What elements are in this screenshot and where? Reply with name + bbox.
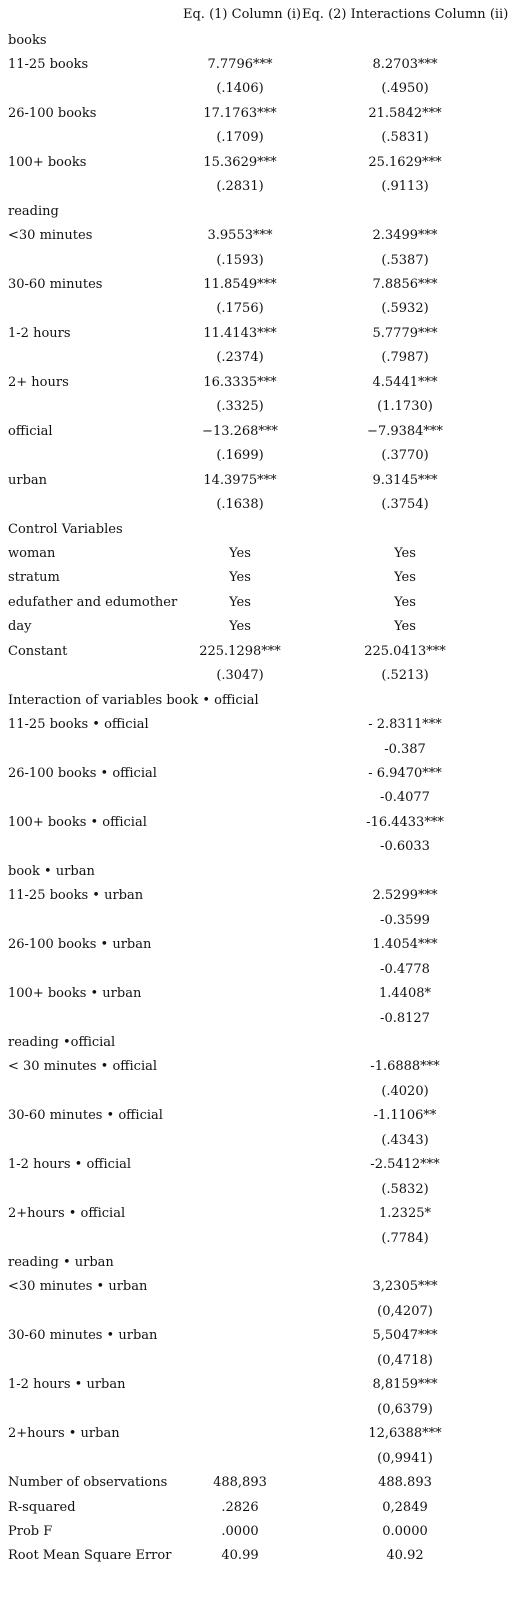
row-label: Prob F bbox=[8, 1523, 53, 1539]
row-label: book • urban bbox=[8, 863, 95, 879]
row-label: 1-2 hours • urban bbox=[8, 1377, 126, 1393]
row-label: 30-60 minutes bbox=[8, 277, 103, 292]
row-label: 30-60 minutes • urban bbox=[8, 1328, 158, 1344]
table-row bbox=[0, 395, 523, 420]
value-eq2: 9.3145*** bbox=[372, 472, 438, 488]
table-row bbox=[0, 102, 523, 127]
table-row bbox=[0, 884, 523, 909]
table-row bbox=[0, 762, 523, 787]
table-row bbox=[0, 224, 523, 249]
table-row bbox=[0, 591, 523, 616]
value-eq1: (.1593) bbox=[216, 252, 264, 268]
table-row bbox=[0, 1055, 523, 1080]
value-eq2: (.4020) bbox=[381, 1083, 429, 1099]
value-eq1: (.1756) bbox=[216, 301, 264, 317]
value-eq2: 40.92 bbox=[386, 1548, 424, 1564]
value-eq2: 1.2325* bbox=[379, 1206, 431, 1222]
value-eq1: Yes bbox=[229, 619, 251, 635]
table-row bbox=[0, 1324, 523, 1349]
row-label: R-squared bbox=[8, 1499, 76, 1515]
table-row bbox=[0, 1129, 523, 1154]
table-row bbox=[0, 420, 523, 445]
row-label: 26-100 books bbox=[8, 105, 97, 121]
table-row bbox=[0, 77, 523, 102]
table-row bbox=[0, 1398, 523, 1423]
table-row bbox=[0, 738, 523, 763]
value-eq2: -0.6033 bbox=[380, 839, 430, 855]
row-label: Root Mean Square Error bbox=[8, 1548, 172, 1564]
value-eq2: -1.1106** bbox=[373, 1108, 437, 1124]
value-eq2: (.5832) bbox=[381, 1181, 429, 1197]
row-label: 11-25 books bbox=[8, 56, 89, 72]
row-label: reading •official bbox=[8, 1034, 116, 1050]
value-eq2: (.5932) bbox=[381, 301, 429, 317]
table-row bbox=[0, 1080, 523, 1105]
value-eq2: (0,9941) bbox=[377, 1450, 433, 1466]
table-row bbox=[0, 1544, 523, 1569]
value-eq2: −7.9384*** bbox=[367, 423, 443, 439]
row-label: 1-2 hours • official bbox=[8, 1157, 132, 1173]
row-label: Interaction of variables book • official bbox=[8, 692, 259, 708]
value-eq2: - 2.8311*** bbox=[368, 717, 442, 733]
row-label: 2+ hours bbox=[8, 374, 69, 390]
value-eq2: -0.387 bbox=[384, 741, 426, 757]
table-row bbox=[0, 1496, 523, 1521]
value-eq1: Yes bbox=[229, 594, 251, 610]
row-label: day bbox=[8, 619, 32, 635]
table-row bbox=[0, 1031, 523, 1056]
table-row bbox=[0, 297, 523, 322]
value-eq2: (.3754) bbox=[381, 497, 429, 513]
table-row bbox=[0, 444, 523, 469]
value-eq2: (.5831) bbox=[381, 130, 429, 146]
table-row bbox=[0, 664, 523, 689]
value-eq2: 488.893 bbox=[378, 1475, 432, 1491]
row-label: reading bbox=[8, 203, 59, 219]
value-eq2: (.4950) bbox=[381, 81, 429, 97]
row-label: Number of observations bbox=[8, 1475, 168, 1491]
value-eq2: (.4343) bbox=[381, 1132, 429, 1148]
table-row bbox=[0, 151, 523, 176]
table-row bbox=[0, 1178, 523, 1203]
value-eq2: 2.5299*** bbox=[372, 888, 438, 904]
value-eq2: Yes bbox=[394, 545, 416, 561]
value-eq1: .0000 bbox=[221, 1523, 259, 1539]
table-row bbox=[0, 1227, 523, 1252]
value-eq2: (.5387) bbox=[381, 252, 429, 268]
table-row bbox=[0, 1275, 523, 1300]
row-label: 30-60 minutes • official bbox=[8, 1108, 163, 1124]
row-label: < 30 minutes • official bbox=[8, 1059, 158, 1075]
row-label: 2+hours • urban bbox=[8, 1426, 120, 1442]
table-header bbox=[0, 3, 523, 28]
value-eq2: -2.5412*** bbox=[370, 1157, 440, 1173]
table-row bbox=[0, 1007, 523, 1032]
row-label: stratum bbox=[8, 570, 60, 586]
table-row bbox=[0, 273, 523, 298]
row-label: 11-25 books • urban bbox=[8, 888, 144, 904]
row-label: reading • urban bbox=[8, 1255, 114, 1270]
value-eq1: (.2374) bbox=[216, 350, 264, 366]
table-row bbox=[0, 811, 523, 836]
value-eq2: Yes bbox=[394, 594, 416, 610]
value-eq2: 1.4054*** bbox=[372, 937, 438, 953]
value-eq2: (0,4207) bbox=[377, 1303, 433, 1319]
value-eq1: 14.3975*** bbox=[203, 472, 277, 488]
value-eq1: 40.99 bbox=[221, 1548, 259, 1564]
value-eq2: (.5213) bbox=[381, 668, 429, 684]
value-eq1: Yes bbox=[229, 570, 251, 586]
table-row bbox=[0, 371, 523, 396]
value-eq2: 8.2703*** bbox=[372, 56, 438, 72]
table-row bbox=[0, 1202, 523, 1227]
row-label: 100+ books • urban bbox=[8, 986, 142, 1002]
row-label: 26-100 books • urban bbox=[8, 937, 152, 953]
table-row bbox=[0, 1447, 523, 1472]
value-eq2: -1.6888*** bbox=[370, 1059, 440, 1075]
value-eq1: (.1406) bbox=[216, 81, 264, 97]
table-row bbox=[0, 958, 523, 983]
row-label: urban bbox=[8, 472, 48, 488]
row-label: <30 minutes bbox=[8, 228, 93, 244]
table-row bbox=[0, 346, 523, 371]
row-label: woman bbox=[8, 545, 56, 561]
value-eq1: 11.8549*** bbox=[203, 277, 277, 292]
value-eq1: Yes bbox=[229, 545, 251, 561]
table-row bbox=[0, 835, 523, 860]
table-row bbox=[0, 469, 523, 494]
value-eq2: (0,4718) bbox=[377, 1352, 433, 1368]
table-row bbox=[0, 1300, 523, 1325]
value-eq2: 8,8159*** bbox=[372, 1377, 438, 1393]
table-row bbox=[0, 982, 523, 1007]
value-eq1: 225.1298*** bbox=[199, 643, 281, 659]
table-row bbox=[0, 713, 523, 738]
value-eq2: 5.7779*** bbox=[372, 325, 438, 341]
row-label: 2+hours • official bbox=[8, 1206, 126, 1222]
value-eq1: (.1699) bbox=[216, 448, 264, 464]
value-eq1: (.1709) bbox=[216, 130, 264, 146]
value-eq2: -0.8127 bbox=[380, 1010, 430, 1026]
table-row bbox=[0, 1349, 523, 1374]
value-eq1: (.1638) bbox=[216, 497, 264, 513]
table-row bbox=[0, 249, 523, 274]
row-label: <30 minutes • urban bbox=[8, 1279, 148, 1295]
value-eq1: (.3325) bbox=[216, 399, 264, 415]
table-row bbox=[0, 786, 523, 811]
value-eq2: - 6.9470*** bbox=[368, 766, 442, 781]
value-eq2: 0.0000 bbox=[382, 1523, 428, 1539]
table-row bbox=[0, 640, 523, 665]
value-eq2: 2.3499*** bbox=[372, 228, 438, 244]
value-eq2: 7.8856*** bbox=[372, 277, 438, 292]
value-eq2: (.7987) bbox=[381, 350, 429, 366]
table-row bbox=[0, 1471, 523, 1496]
row-label: edufather and edumother bbox=[8, 594, 178, 610]
table-row bbox=[0, 29, 523, 54]
table-row bbox=[0, 933, 523, 958]
row-label: Constant bbox=[8, 643, 68, 659]
value-eq2: (0,6379) bbox=[377, 1401, 433, 1417]
table-row bbox=[0, 200, 523, 225]
row-label: 26-100 books • official bbox=[8, 766, 157, 781]
table-row bbox=[0, 175, 523, 200]
value-eq2: Yes bbox=[394, 619, 416, 635]
table-row bbox=[0, 322, 523, 347]
value-eq1: 7.7796*** bbox=[207, 56, 273, 72]
table-row bbox=[0, 860, 523, 885]
value-eq2: Yes bbox=[394, 570, 416, 586]
table-row bbox=[0, 689, 523, 714]
value-eq2: (.9113) bbox=[381, 179, 429, 195]
column-header-eq1: Eq. (1) Column (i) bbox=[183, 7, 302, 22]
value-eq1: 16.3335*** bbox=[203, 374, 277, 390]
table-row bbox=[0, 126, 523, 151]
row-label: 11-25 books • official bbox=[8, 717, 149, 733]
column-header-eq2: Eq. (2) Interactions Column (ii) bbox=[302, 7, 509, 22]
value-eq1: (.2831) bbox=[216, 179, 264, 195]
value-eq2: 0,2849 bbox=[382, 1499, 428, 1515]
value-eq2: (.3770) bbox=[381, 448, 429, 464]
table-row bbox=[0, 518, 523, 543]
value-eq2: 12,6388*** bbox=[368, 1426, 442, 1442]
value-eq2: -16.4433*** bbox=[366, 814, 444, 830]
table-row bbox=[0, 1153, 523, 1178]
value-eq1: −13.268*** bbox=[202, 423, 278, 439]
value-eq1: .2826 bbox=[221, 1499, 259, 1515]
row-label: official bbox=[8, 423, 53, 439]
value-eq1: 11.4143*** bbox=[203, 325, 277, 341]
value-eq2: 25.1629*** bbox=[368, 154, 442, 170]
value-eq2: 225.0413*** bbox=[364, 643, 446, 659]
value-eq2: 5,5047*** bbox=[372, 1328, 438, 1344]
value-eq2: 21.5842*** bbox=[368, 105, 442, 121]
value-eq2: -0.4778 bbox=[380, 961, 430, 977]
row-label: Control Variables bbox=[8, 521, 123, 537]
row-label: 100+ books • official bbox=[8, 814, 147, 830]
value-eq2: 3,2305*** bbox=[372, 1279, 438, 1295]
value-eq2: 4.5441*** bbox=[372, 374, 438, 390]
value-eq1: 15.3629*** bbox=[203, 154, 277, 170]
table-row bbox=[0, 615, 523, 640]
value-eq1: 17.1763*** bbox=[203, 105, 277, 121]
table-row bbox=[0, 542, 523, 567]
value-eq2: (.7784) bbox=[381, 1230, 429, 1246]
table-row bbox=[0, 1373, 523, 1398]
value-eq1: (.3047) bbox=[216, 668, 264, 684]
value-eq2: -0.4077 bbox=[380, 790, 430, 806]
value-eq2: 1.4408* bbox=[379, 986, 431, 1002]
table-row bbox=[0, 1104, 523, 1129]
table-row bbox=[0, 566, 523, 591]
value-eq2: (1.1730) bbox=[377, 399, 433, 415]
table-row bbox=[0, 1251, 523, 1276]
row-label: books bbox=[8, 32, 47, 48]
row-label: 100+ books bbox=[8, 154, 87, 170]
value-eq1: 3.9553*** bbox=[207, 228, 273, 244]
row-label: 1-2 hours bbox=[8, 325, 71, 341]
table-row bbox=[0, 493, 523, 518]
value-eq1: 488,893 bbox=[213, 1475, 267, 1491]
table-row bbox=[0, 1520, 523, 1545]
value-eq2: -0.3599 bbox=[380, 912, 430, 928]
table-row bbox=[0, 909, 523, 934]
table-row bbox=[0, 1422, 523, 1447]
table-row bbox=[0, 53, 523, 78]
